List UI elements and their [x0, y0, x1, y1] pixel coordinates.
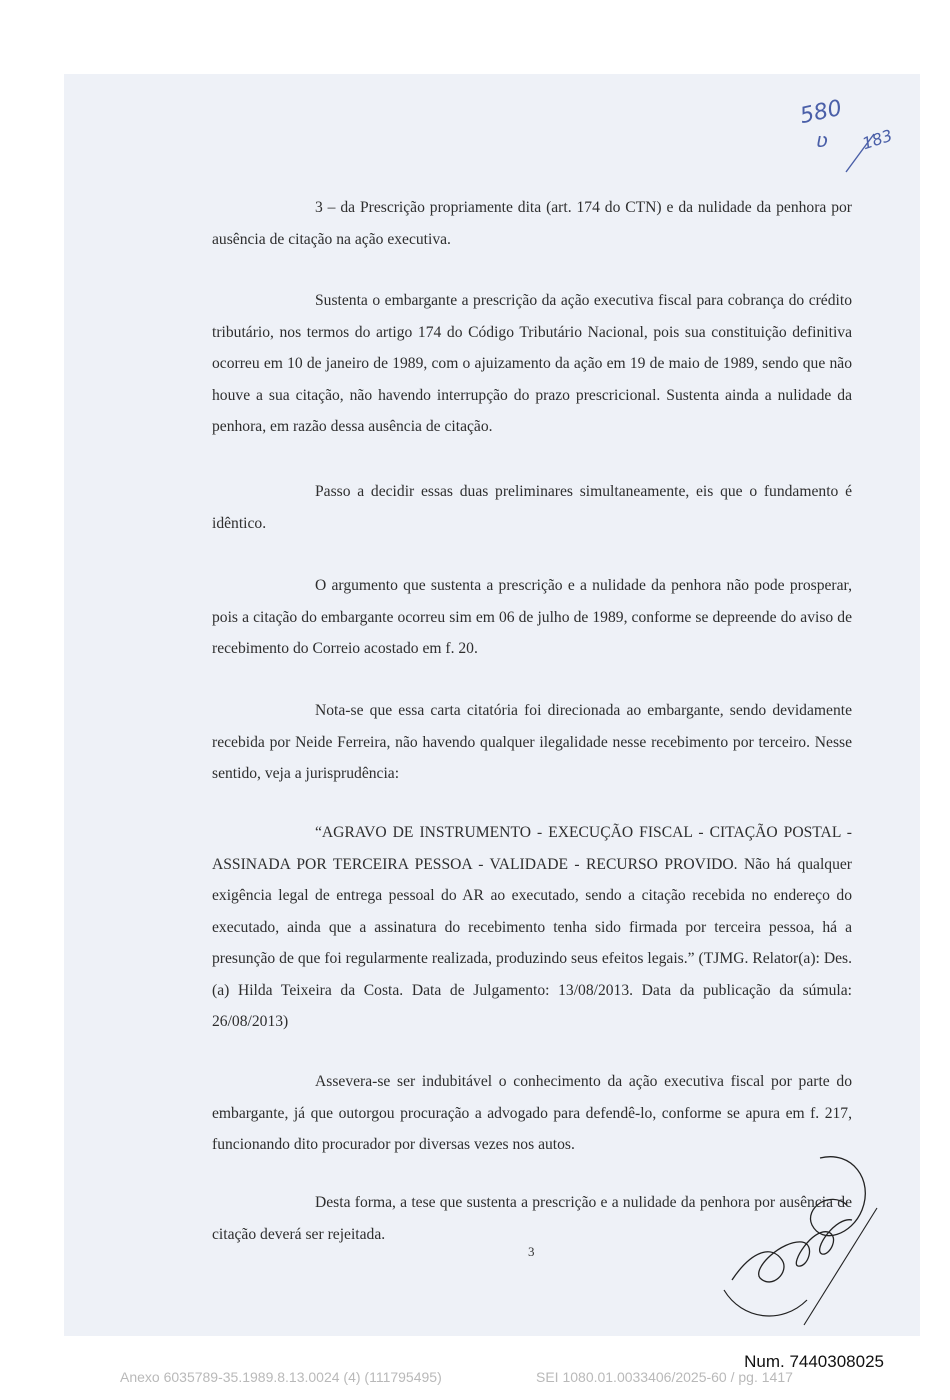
handwritten-page-number: 580: [797, 95, 845, 130]
paragraph-desta-forma: Desta forma, a tese que sustenta a prescrição e a nulidade da penhora por ausência de citação deverá ser rejeitada.: [212, 1194, 852, 1243]
paragraph-assevera: Assevera-se ser indubitável o conhecimento da ação executiva fiscal por parte do embargante, já que outorgou procuração a advogado para defendê-lo, conforme se apura em f. 217, funcionando dito procurador por diversas vezes nos autos.: [212, 1073, 852, 1153]
document-number: Num. 7440308025: [744, 1352, 884, 1371]
paragraph-passo-decidir: Passo a decidir essas duas preliminares simultaneamente, eis que o fundamento é idêntico.: [212, 483, 852, 532]
sei-reference: SEI 1080.01.0033406/2025-60 / pg. 1417: [536, 1369, 793, 1385]
paragraph-jurisprudencia-quote: “AGRAVO DE INSTRUMENTO - EXECUÇÃO FISCAL - CITAÇÃO POSTAL - ASSINADA POR TERCEIRA PESSOA - VALIDADE - RECURSO PROVIDO. Não há qualquer exigência legal de entrega pessoal do AR ao executado, sendo a citação recebida no endereço do executado, ainda que a assinatura do recebimento tenha sido firmada por terceira pessoa, há a presunção de que foi regularmente realizada, produzindo seus efeitos legais.” (TJMG. Relator(a): Des.(a) Hilda Teixeira da Costa. Data de Julgamento: 13/08/2013. Data da publicação da súmula: 26/08/2013): [212, 824, 852, 1030]
paragraph-sustenta: Sustenta o embargante a prescrição da ação executiva fiscal para cobrança do crédito tributário, nos termos do artigo 174 do Código Tributário Nacional, pois sua constituição definitiva ocorreu em 10 de janeiro de 1989, com o ajuizamento da ação em 19 de maio de 1989, sendo que não houve a sua citação, não havendo interrupção do prazo prescricional. Sustenta ainda a nulidade da penhora, em razão dessa ausência de citação.: [212, 292, 852, 435]
handwritten-signature: [712, 1150, 882, 1335]
folio-slash-mark: [840, 128, 880, 178]
handwritten-initial: ʋ: [816, 128, 828, 152]
paragraph-argumento: O argumento que sustenta a prescrição e a nulidade da penhora não pode prosperar, pois a citação do embargante ocorreu sim em 06 de julho de 1989, conforme se depreende do aviso de recebimento do Correio acostado em f. 20.: [212, 577, 852, 657]
paragraph-nota-se: Nota-se que essa carta citatória foi direcionada ao embargante, sendo devidamente recebida por Neide Ferreira, não havendo qualquer ilegalidade nesse recebimento por terceiro. Nesse sentido, veja a jurisprudência:: [212, 702, 852, 782]
page-number: 3: [528, 1244, 535, 1259]
paragraph-prescricao-heading: 3 – da Prescrição propriamente dita (art. 174 do CTN) e da nulidade da penhora por ausência de citação na ação executiva.: [212, 199, 852, 248]
handwritten-folio-mark: 183: [859, 125, 895, 154]
annex-reference: Anexo 6035789-35.1989.8.13.0024 (4) (111795495): [120, 1369, 442, 1385]
